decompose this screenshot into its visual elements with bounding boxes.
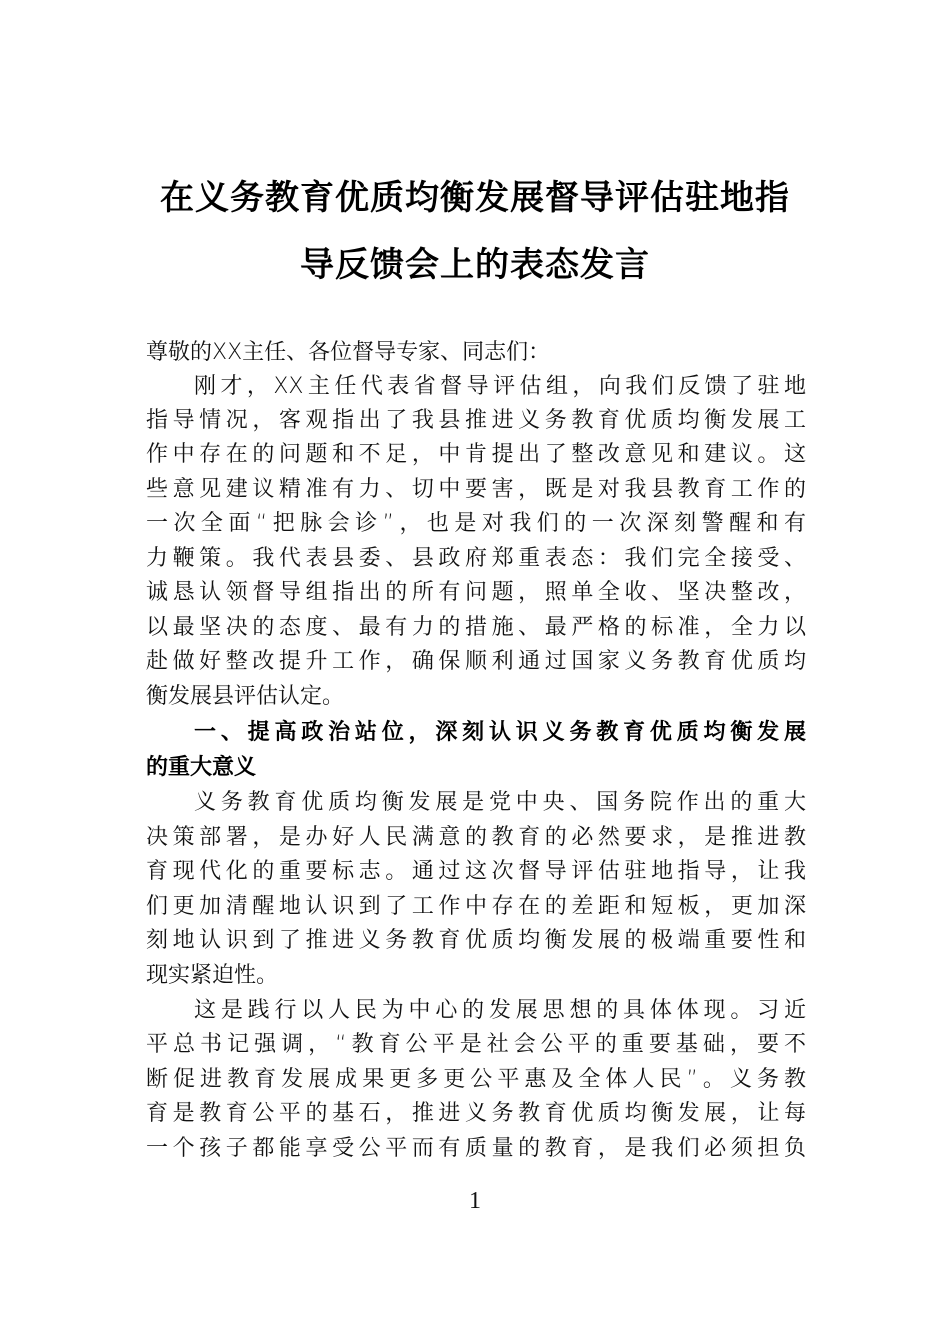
salutation: 尊敬的XX主任、各位督导专家、同志们： [146, 340, 551, 365]
paragraph-line: 育现代化的重要标志。通过这次督导评估驻地指导，让我 [146, 859, 806, 884]
paragraph-line: 些意见建议精准有力、切中要害，既是对我县教育工作的 [146, 477, 806, 502]
document-title-line-1: 在义务教育优质均衡发展督导评估驻地指 [160, 178, 790, 218]
paragraph-line: 衡发展县评估认定。 [146, 684, 345, 709]
section-heading-line: 一、提高政治站位，深刻认识义务教育优质均衡发展 [194, 720, 806, 745]
paragraph-line: 现实紧迫性。 [146, 963, 279, 988]
paragraph-line: 一个孩子都能享受公平而有质量的教育，是我们必须担负 [146, 1136, 806, 1161]
section-heading-line: 的重大意义 [146, 755, 257, 780]
paragraph-line: 赴做好整改提升工作，确保顺利通过国家义务教育优质均 [146, 649, 806, 674]
paragraph-line: 们更加清醒地认识到了工作中存在的差距和短板，更加深 [146, 894, 806, 919]
paragraph-line: 平总书记强调，“教育公平是社会公平的重要基础，要不 [146, 1032, 806, 1057]
paragraph-line: 断促进教育发展成果更多更公平惠及全体人民”。义务教 [146, 1067, 806, 1092]
paragraph-line: 以最坚决的态度、最有力的措施、最严格的标准，全力以 [146, 615, 806, 640]
paragraph-line: 作中存在的问题和不足，中肯提出了整改意见和建议。这 [146, 442, 806, 467]
paragraph-line: 义务教育优质均衡发展是党中央、国务院作出的重大 [194, 790, 806, 815]
paragraph-line: 力鞭策。我代表县委、县政府郑重表态：我们完全接受、 [146, 546, 806, 571]
paragraph-line: 一次全面“把脉会诊”，也是对我们的一次深刻警醒和有 [146, 511, 806, 536]
paragraph-line: 刚才，XX主任代表省督导评估组，向我们反馈了驻地 [194, 374, 806, 399]
page-number: 1 [469, 1188, 481, 1214]
paragraph-line: 指导情况，客观指出了我县推进义务教育优质均衡发展工 [146, 408, 806, 433]
paragraph-line: 刻地认识到了推进义务教育优质均衡发展的极端重要性和 [146, 928, 806, 953]
paragraph-line: 这是践行以人民为中心的发展思想的具体体现。习近 [194, 998, 806, 1023]
document-title-line-2: 导反馈会上的表态发言 [300, 245, 650, 285]
paragraph-line: 育是教育公平的基石，推进义务教育优质均衡发展，让每 [146, 1101, 806, 1126]
paragraph-line: 决策部署，是办好人民满意的教育的必然要求，是推进教 [146, 825, 806, 850]
paragraph-line: 诚恳认领督导组指出的所有问题，照单全收、坚决整改， [146, 580, 806, 605]
